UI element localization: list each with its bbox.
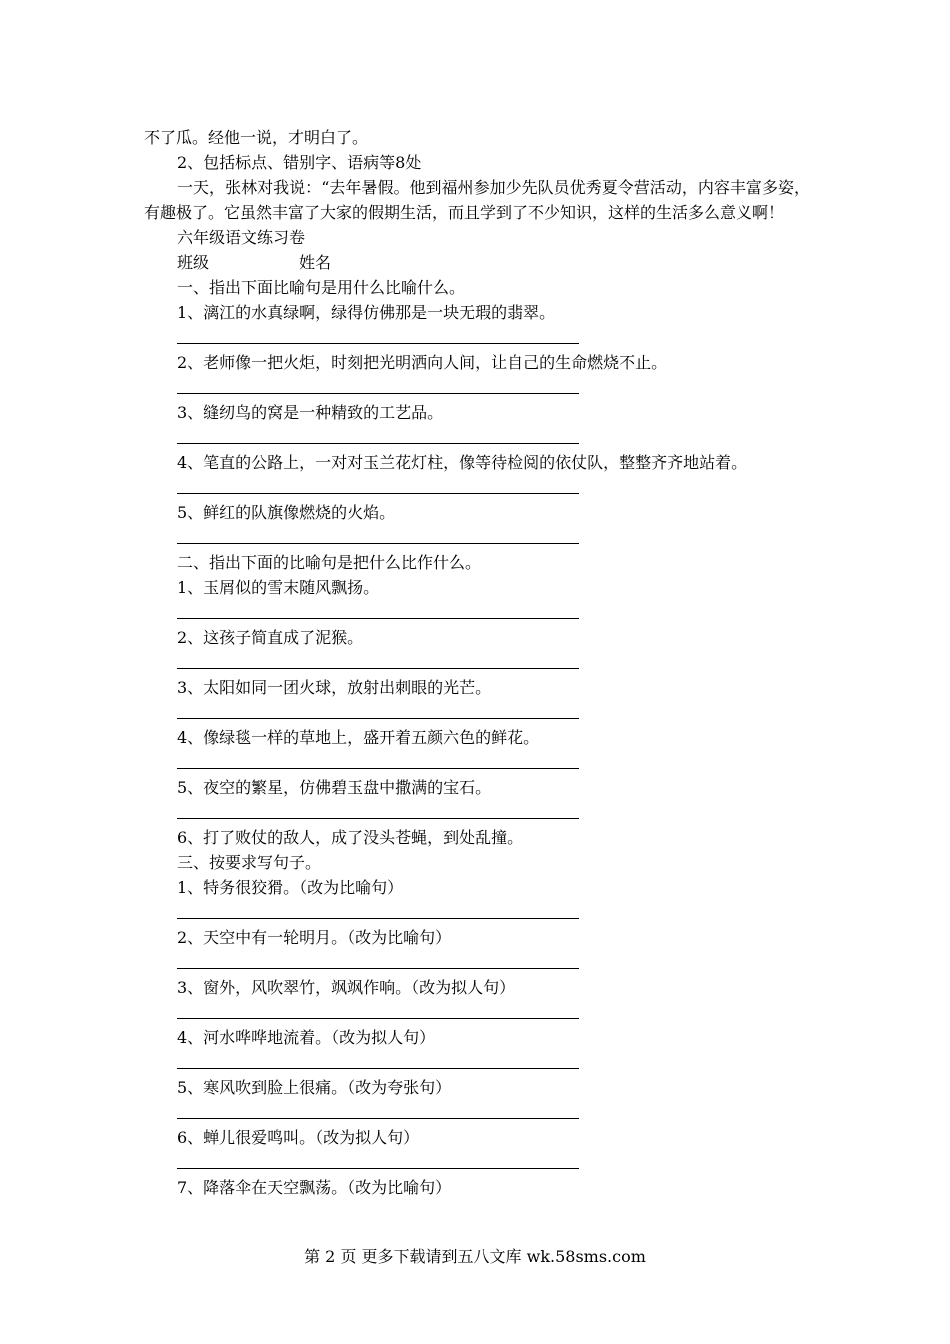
question-text: 5、夜空的繁星，仿佛碧玉盘中撒满的宝石。 xyxy=(177,778,492,797)
class-name-row xyxy=(144,250,810,275)
answer-line[interactable] xyxy=(177,425,579,450)
answer-line[interactable] xyxy=(177,600,579,625)
question-text: 3、缝纫鸟的窝是一种精致的工艺品。 xyxy=(177,403,444,422)
answer-line[interactable] xyxy=(177,650,579,675)
question-text: 4、河水哗哗地流着。（改为拟人句） xyxy=(177,1028,436,1047)
name-label: 姓名 xyxy=(299,253,332,272)
answer-line[interactable] xyxy=(177,800,579,825)
answer-line[interactable] xyxy=(177,475,579,500)
section3-heading: 三、按要求写句子。 xyxy=(177,853,322,872)
class-label: 班级 xyxy=(177,253,210,272)
question-text: 4、像绿毯一样的草地上，盛开着五颜六色的鲜花。 xyxy=(177,728,540,747)
question-text: 6、打了败仗的敌人，成了没头苍蝇，到处乱撞。 xyxy=(177,828,524,847)
intro-line-1: 不了瓜。经他一说，才明白了。 xyxy=(144,128,369,147)
question-text: 5、寒风吹到脸上很痛。（改为夸张句） xyxy=(177,1078,452,1097)
question-text: 2、老师像一把火炬，时刻把光明洒向人间，让自己的生命燃烧不止。 xyxy=(177,353,668,372)
question-text: 7、降落伞在天空飘荡。（改为比喻句） xyxy=(177,1178,452,1197)
question-text: 4、笔直的公路上，一对对玉兰花灯柱，像等待检阅的依仗队，整整齐齐地站着。 xyxy=(177,453,748,472)
answer-line[interactable] xyxy=(177,1100,579,1125)
document-body xyxy=(144,125,810,1200)
answer-line[interactable] xyxy=(177,325,579,350)
intro-line-2: 2、包括标点、错别字、语病等8处 xyxy=(177,153,422,172)
answer-line[interactable] xyxy=(177,1150,579,1175)
question-text: 1、特务很狡猾。（改为比喻句） xyxy=(177,878,404,897)
question-text: 1、玉屑似的雪末随风飘扬。 xyxy=(177,578,380,597)
answer-line[interactable] xyxy=(177,900,579,925)
question-text: 5、鲜红的队旗像燃烧的火焰。 xyxy=(177,503,396,522)
answer-line[interactable] xyxy=(177,700,579,725)
answer-line[interactable] xyxy=(177,525,579,550)
section1-heading: 一、指出下面比喻句是用什么比喻什么。 xyxy=(177,278,466,297)
question-text: 2、这孩子简直成了泥猴。 xyxy=(177,628,364,647)
question-text: 3、窗外，风吹翠竹，飒飒作响。（改为拟人句） xyxy=(177,978,516,997)
page-footer: 第 2 页 更多下载请到五八文库 wk.58sms.com xyxy=(304,1247,646,1266)
answer-line[interactable] xyxy=(177,375,579,400)
answer-line[interactable] xyxy=(177,950,579,975)
paper-title: 六年级语文练习卷 xyxy=(177,228,306,247)
question-text: 6、蝉儿很爱鸣叫。（改为拟人句） xyxy=(177,1128,420,1147)
section2-heading: 二、指出下面的比喻句是把什么比作什么。 xyxy=(177,553,482,572)
question-text: 1、漓江的水真绿啊，绿得仿佛那是一块无瑕的翡翠。 xyxy=(177,303,556,322)
question-text: 3、太阳如同一团火球，放射出刺眼的光芒。 xyxy=(177,678,492,697)
question-text: 2、天空中有一轮明月。（改为比喻句） xyxy=(177,928,452,947)
intro-paragraph: 一天，张林对我说：“去年暑假。他到福州参加少先队员优秀夏令营活动，内容丰富多姿，有趣极了。它虽然丰富了大家的假期生活，而且学到了不少知识，这样的生活多么意义啊！ xyxy=(144,178,810,222)
answer-line[interactable] xyxy=(177,750,579,775)
answer-line[interactable] xyxy=(177,1000,579,1025)
answer-line[interactable] xyxy=(177,1050,579,1075)
